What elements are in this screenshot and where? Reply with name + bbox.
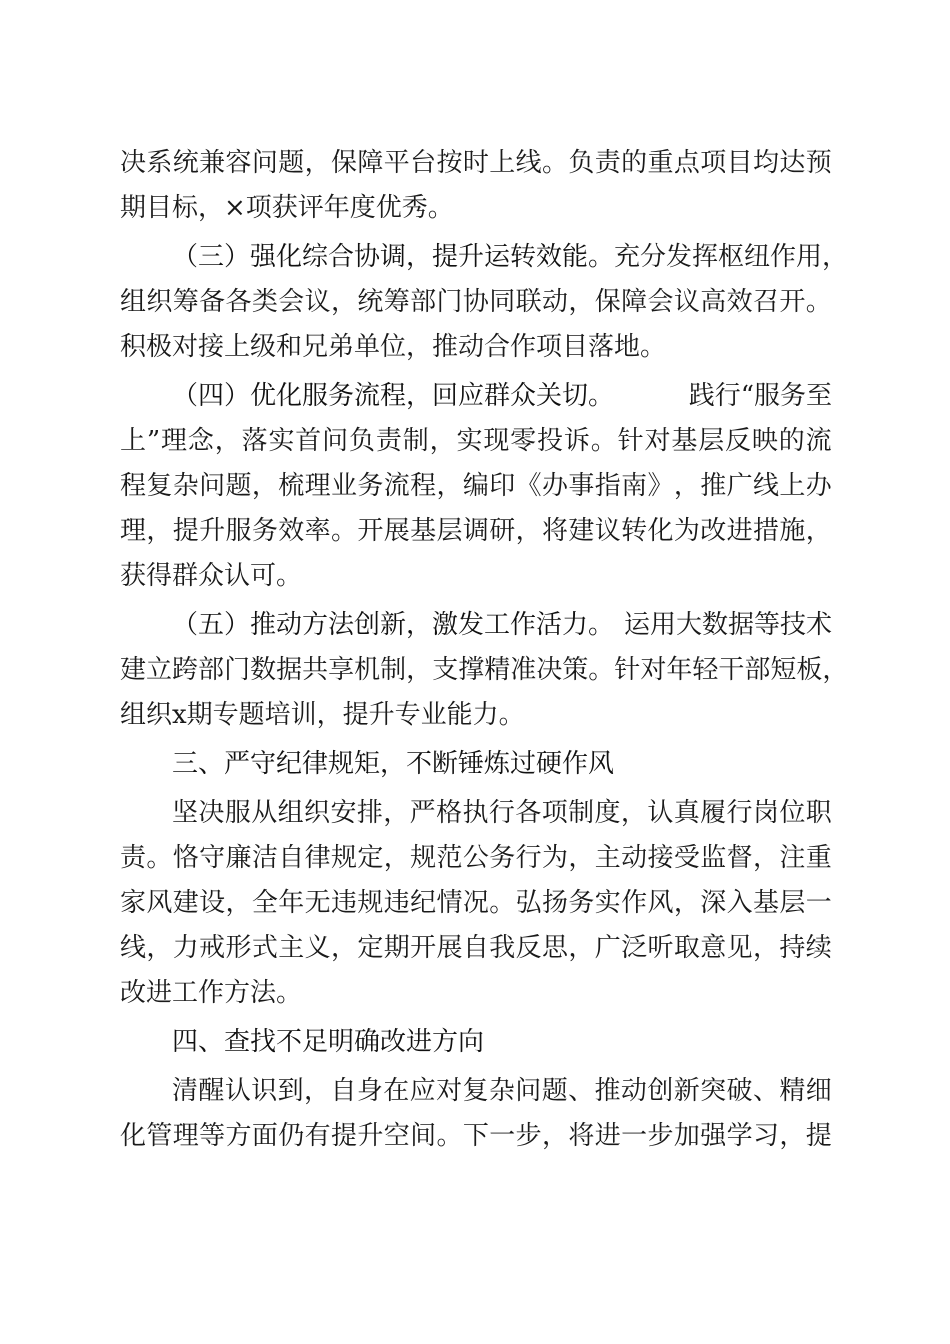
subsection-title-4: （四）优化服务流程，回应群众关切。 [172,381,615,411]
paragraph-line: 改进工作方法。 [120,978,303,1008]
subsection-line [120,603,832,648]
paragraph-line: 理 ， 提 升 服 务 效 率 。 开 展 基 层 调 研 ， 将 建 议 转 化 为 改 进 措 施 ， [120,516,832,546]
section-heading-3: 三、严守纪律规矩，不断锤炼过硬作风 [172,749,615,779]
paragraph-line: 程 复 杂 问 题 ， 梳 理 业 务 流 程 ， 编 印 《 办 事 指 南 》 ， 推 广 线 上 办 [120,471,832,501]
subsection-title-5: （五）推动方法创新，激发工作活力。 [172,610,615,640]
paragraph-line: 责 。 恪 守 廉 洁 自 律 规 定 ， 规 范 公 务 行 为 ， 主 动 接 受 监 督 ， 注 重 [120,843,832,873]
paragraph-line: 线 ， 力 戒 形 式 主 义 ， 定 期 开 展 自 我 反 思 ， 广 泛 听 取 意 见 ， 持 续 [120,933,832,963]
paragraph-line: 积极对接上级和兄弟单位，推动合作项目落地。 [120,332,667,362]
paragraph-line: 上 ” 理 念 ， 落 实 首 问 负 责 制 ， 实 现 零 投 诉 。 针 对 基 层 反 映 的 流 [120,426,832,456]
subsection-line [120,374,832,419]
subsection-text: 充分发挥枢纽作用， [614,242,849,272]
paragraph-line: 期目标，×项获评年度优秀。 [120,193,454,223]
section-heading-4: 四、查找不足明确改进方向 [172,1027,485,1057]
subsection-text: 践行“服务至 [688,381,832,411]
paragraph-line: 组 织 筹 备 各 类 会 议 ， 统 筹 部 门 协 同 联 动 ， 保 障 会 议 高 效 召 开 。 [120,287,832,317]
paragraph-line: 组织x期专题培训，提升专业能力。 [120,700,525,730]
paragraph-line: 清 醒 认 识 到 ， 自 身 在 应 对 复 杂 问 题 、 推 动 创 新 突 破 、 精 细 [172,1076,832,1106]
paragraph-line: 获得群众认可。 [120,561,303,591]
paragraph-line: 坚 决 服 从 组 织 安 排 ， 严 格 执 行 各 项 制 度 ， 认 真 履 行 岗 位 职 [172,798,832,828]
paragraph-line: 家 风 建 设 ， 全 年 无 违 规 违 纪 情 况 。 弘 扬 务 实 作 风 ， 深 入 基 层 一 [120,888,832,918]
document-body [120,141,849,1159]
subsection-line [120,235,849,280]
subsection-title-3: （三）强化综合协调，提升运转效能。 [172,242,615,272]
paragraph-line: 化 管 理 等 方 面 仍 有 提 升 空 间 。 下 一 步 ， 将 进 一 步 加 强 学 习 ， 提 [120,1121,832,1151]
subsection-text: 运用大数据等技术 [623,610,832,640]
paragraph-line: 决 系 统 兼 容 问 题 ， 保 障 平 台 按 时 上 线 。 负 责 的 重 点 项 目 均 达 预 [120,148,832,178]
paragraph-line: 建 立 跨 部 门 数 据 共 享 机 制 ， 支 撑 精 准 决 策 。 针 对 年 轻 干 部 短 板 ， [120,655,849,685]
